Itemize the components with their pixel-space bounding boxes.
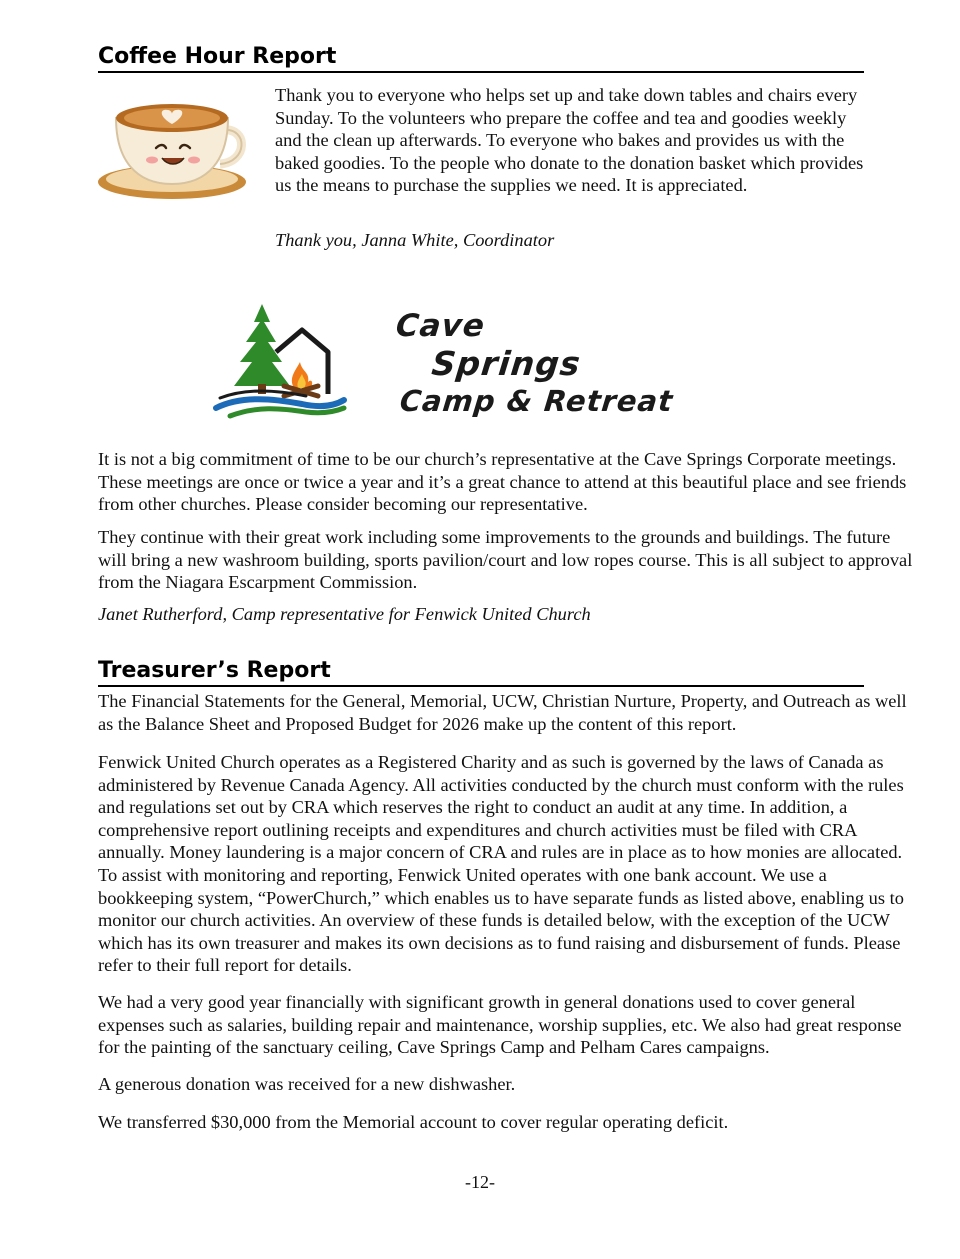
coffee-hour-body: Thank you to everyone who helps set up and take down tables and chairs every Sunday. To the volunteers who prepare the coffee and tea and goodies weekly and the clean up afterwards. To everyone who bakes and provides us with the baked goodies. To the people who donate to the donation basket which provides us the means to purchase the supplies we need. It is appreciated. (275, 85, 864, 196)
camp-paragraph-1: It is not a big commitment of time to be our church’s representative at the Cave Springs Corporate meetings. These meetings are once or twice a year and it’s a great chance to attend at this beautiful place and see friends from other churches. Please consider becoming our representative. (98, 449, 907, 515)
cave-springs-logo-icon (210, 300, 360, 424)
page-number: -12- (465, 1172, 495, 1192)
logo-line-cave: Cave (394, 308, 487, 344)
logo-line-camp-retreat: Camp & Retreat (398, 384, 675, 418)
treasurer-paragraph-3: We had a very good year financially with significant growth in general donations used to cover general expenses such as salaries, building repair and maintenance, worship supplies, etc. We also had great response for the painting of the sanctuary ceiling, Cave Springs Camp and Pelham Cares campaigns. (98, 992, 902, 1058)
camp-paragraph-2: They continue with their great work including some improvements to the grounds and buildings. The future will bring a new washroom building, sports pavilion/court and low ropes course. This is all subject to approval from the Niagara Escarpment Commission. (98, 527, 913, 593)
treasurer-paragraph-2: Fenwick United Church operates as a Registered Charity and as such is governed by the laws of Canada as administered by Revenue Canada Agency. All activities conducted by the church must conform with the rules and regulations set out by CRA which reserves the right to conduct an audit at any time. In addition, a comprehensive report outlining receipts and expenditures and church activities must be filed with CRA annually. Money laundering is a major concern of CRA and rules are in place as to how monies are allocated. To assist with monitoring and reporting, Fenwick United operates with one bank account. We use a bookkeeping system, “PowerChurch,” which enables us to have separate funds as listed above, enabling us to monitor our church activities. An overview of these funds is detailed below, with the exception of the UCW which has its own treasurer and makes its own decisions as to fund raising and disbursement of funds. Please refer to their full report for details. (98, 752, 904, 976)
coffee-hour-signature: Thank you, Janna White, Coordinator (275, 230, 555, 250)
camp-signature: Janet Rutherford, Camp representative for Fenwick United Church (98, 604, 591, 624)
treasurer-paragraph-1: The Financial Statements for the General, Memorial, UCW, Christian Nurture, Property, and Outreach as well as the Balance Sheet and Proposed Budget for 2026 make up the content of this report. (98, 691, 907, 734)
coffee-hour-heading: Coffee Hour Report (98, 44, 864, 73)
treasurer-paragraph-4: A generous donation was received for a new dishwasher. (98, 1074, 516, 1094)
logo-line-springs: Springs (429, 344, 583, 383)
treasurer-paragraph-5: We transferred $30,000 from the Memorial account to cover regular operating deficit. (98, 1112, 729, 1132)
cave-springs-logo (210, 300, 780, 424)
coffee-cup-icon (96, 90, 252, 202)
treasurer-report-heading: Treasurer’s Report (98, 658, 864, 687)
